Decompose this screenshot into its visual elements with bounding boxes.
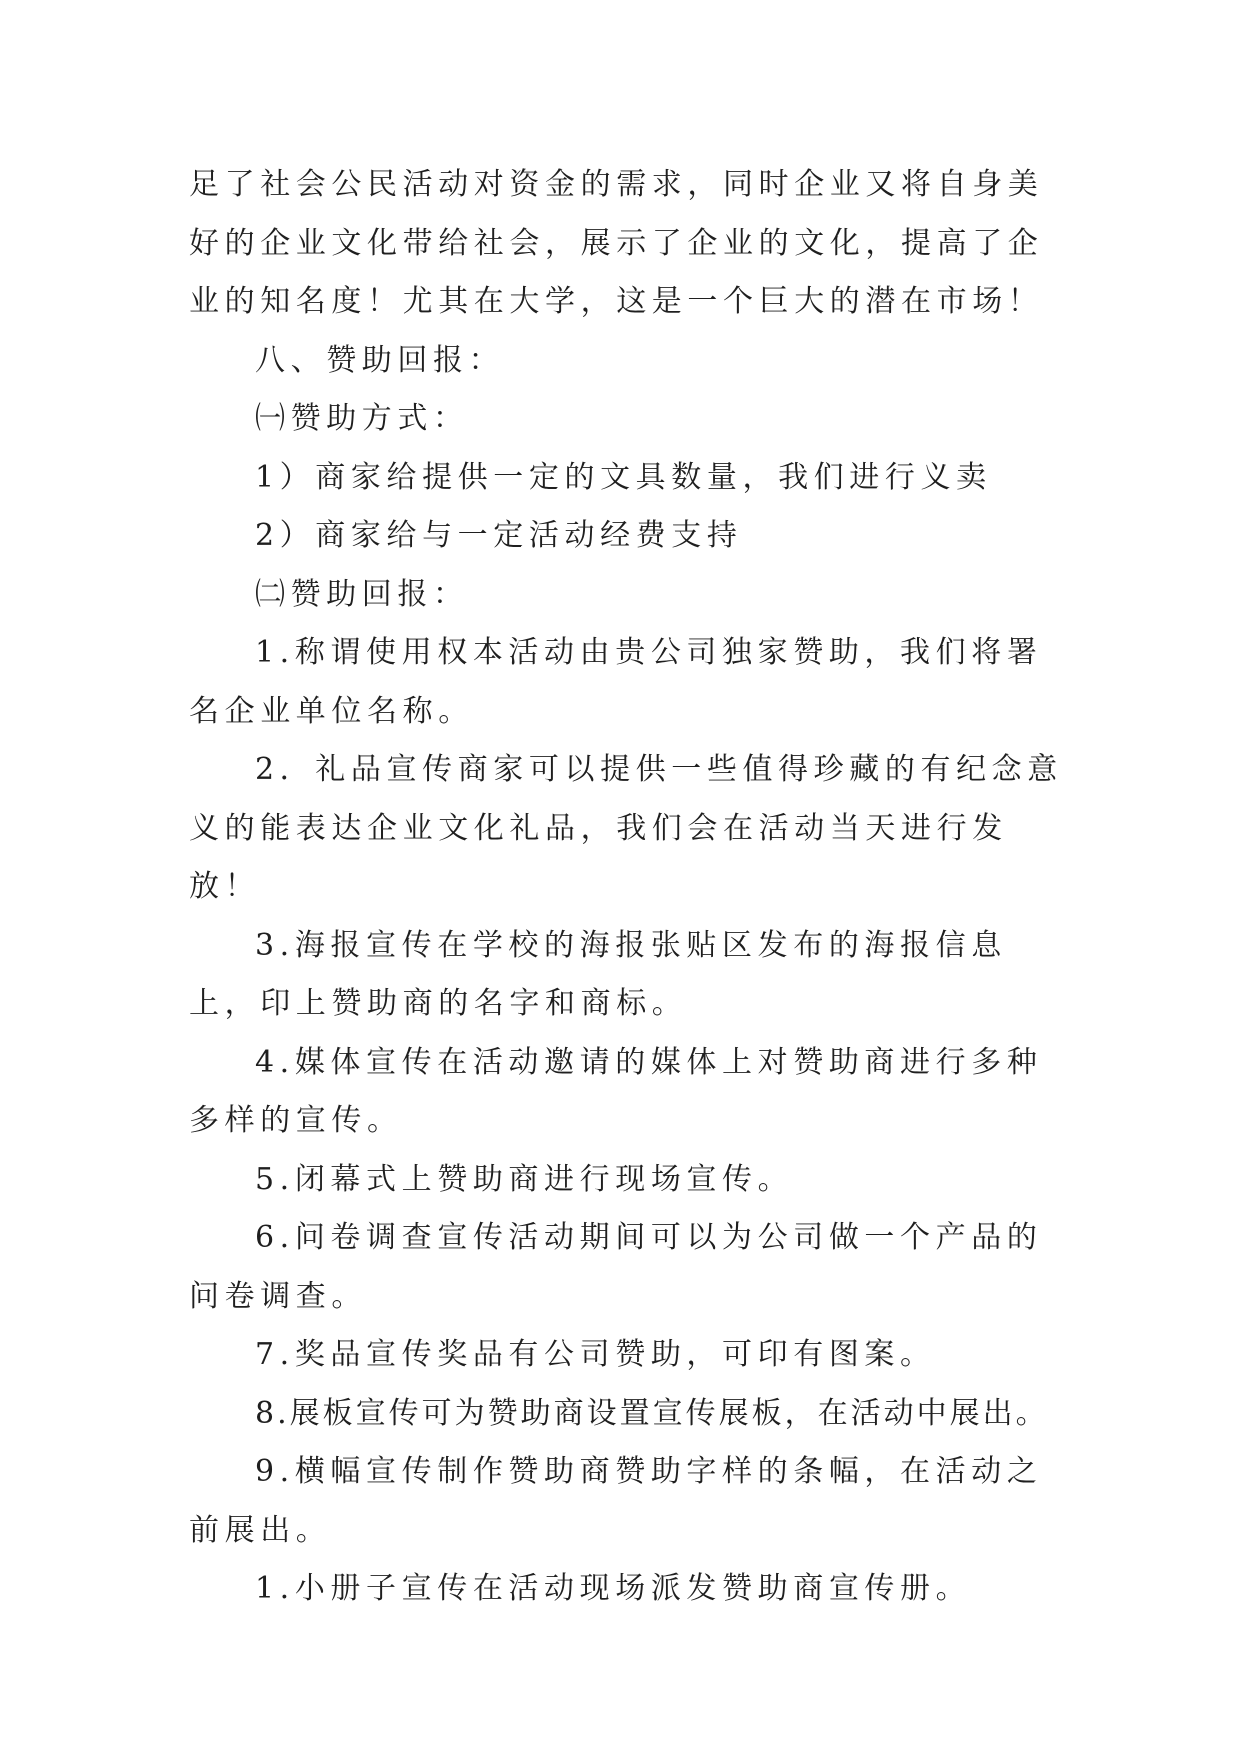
list-item-return-2: 2．礼品宣传商家可以提供一些值得珍藏的有纪念意义的能表达企业文化礼品，我们会在活动当天进行发放！ xyxy=(189,752,1063,904)
list-item-method-1: 1）商家给提供一定的文具数量，我们进行义卖 xyxy=(255,459,992,495)
paragraph-intro-continuation: 足了社会公民活动对资金的需求，同时企业又将自身美好的企业文化带给社会，展示了企业的文化，提高了企业的知名度！尤其在大学，这是一个巨大的潜在市场！ xyxy=(189,167,1044,319)
list-item-return-7: 7.奖品宣传奖品有公司赞助，可印有图案。 xyxy=(255,1337,936,1372)
subheading-sponsorship-returns: ㈡赞助回报： xyxy=(255,576,469,612)
list-item-return-6: 6.问卷调查宣传活动期间可以为公司做一个产品的问卷调查。 xyxy=(189,1220,1043,1314)
section-heading-sponsorship-return: 八、赞助回报： xyxy=(255,342,505,378)
subheading-sponsorship-methods: ㈠赞助方式： xyxy=(255,401,469,436)
list-item-return-9: 9.横幅宣传制作赞助商赞助字样的条幅，在活动之前展出。 xyxy=(189,1454,1043,1548)
list-item-method-2: 2）商家给与一定活动经费支持 xyxy=(255,518,743,553)
document-body xyxy=(189,156,1069,1619)
list-item-return-4: 4.媒体宣传在活动邀请的媒体上对赞助商进行多种多样的宣传。 xyxy=(189,1044,1043,1138)
list-item-return-10: 1.小册子宣传在活动现场派发赞助商宣传册。 xyxy=(255,1571,972,1606)
list-item-return-1: 1.称谓使用权本活动由贵公司独家赞助，我们将署名企业单位名称。 xyxy=(189,635,1043,729)
list-item-return-3: 3.海报宣传在学校的海报张贴区发布的海报信息上，印上赞助商的名字和商标。 xyxy=(189,927,1007,1021)
list-item-return-5: 5.闭幕式上赞助商进行现场宣传。 xyxy=(255,1161,794,1197)
list-item-return-8: 8.展板宣传可为赞助商设置宣传展板，在活动中展出。 xyxy=(255,1395,1049,1431)
